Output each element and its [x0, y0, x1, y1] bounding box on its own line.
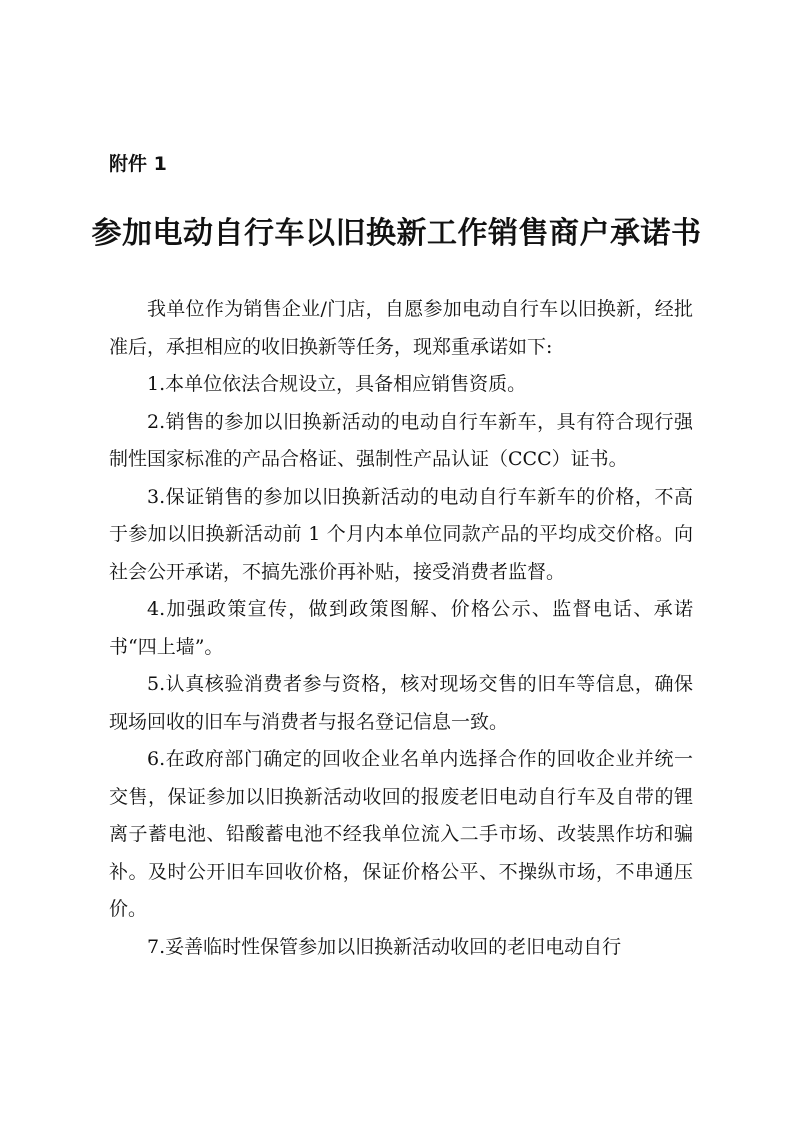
paragraph-item-1: 1.本单位依法合规设立，具备相应销售资质。 — [147, 373, 527, 395]
paragraph-intro: 我单位作为销售企业/门店，自愿参加电动自行车以旧换新，经批准后，承担相应的收旧换新等任务，现郑重承诺如下: — [109, 298, 693, 358]
annex-label: 附件 1 — [109, 153, 167, 175]
paragraph-item-2: 2.销售的参加以旧换新活动的电动自行车新车，具有符合现行强制性国家标准的产品合格证、强制性产品认证（CCC）证书。 — [109, 410, 693, 470]
paragraph-item-3: 3.保证销售的参加以旧换新活动的电动自行车新车的价格，不高于参加以旧换新活动前 1 个月内本单位同款产品的平均成交价格。向社会公开承诺，不搞先涨价再补贴，接受消费者监督。 — [109, 485, 693, 583]
document-title: 参加电动自行车以旧换新工作销售商户承诺书 — [91, 216, 702, 251]
paragraph-item-5: 5.认真核验消费者参与资格，核对现场交售的旧车等信息，确保现场回收的旧车与消费者与报名登记信息一致。 — [109, 673, 693, 733]
paragraph-item-6: 6.在政府部门确定的回收企业名单内选择合作的回收企业并统一交售，保证参加以旧换新活动收回的报废老旧电动自行车及自带的锂离子蓄电池、铅酸蓄电池不经我单位流入二手市场、改装黑作坊和骗补。及时公开旧车回收价格，保证价格公平、不操纵市场，不串通压价。 — [109, 748, 693, 920]
paragraph-item-4: 4.加强政策宣传，做到政策图解、价格公示、监督电话、承诺书“四上墙”。 — [109, 598, 693, 658]
document-body — [109, 291, 693, 966]
paragraph-item-7: 7.妥善临时性保管参加以旧换新活动收回的老旧电动自行 — [147, 935, 622, 958]
